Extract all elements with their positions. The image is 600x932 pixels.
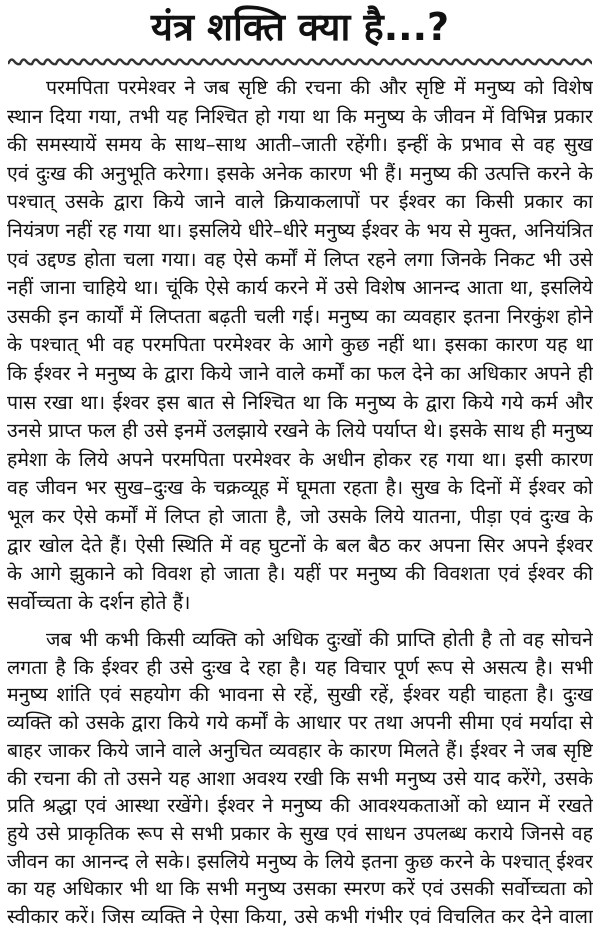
text-line: स्थान दिया गया, तभी यह निश्चित हो गया था कि मनुष्य के जीवन में विभिन्न प्रकार [7, 104, 593, 128]
text-line: व्यक्ति को उसके द्वारा किये गये कर्मों के आधार पर तथा अपनी सीमा एवं मर्यादा से [7, 711, 593, 735]
text-line: बाहर जाकर किये जाने वाले अनुचित व्यवहार के कारण मिलते हैं। ईश्वर ने जब सृष्टि [7, 738, 593, 762]
text-line: मनुष्य शांति एवं सहयोग की भावना से रहें, सुखी रहें, ईश्वर यही चाहता है। दुःख [7, 683, 593, 707]
text-line: द्वार खोल देते हैं। ऐसी स्थिति में वह घुटनों के बल बैठ कर अपना सिर अपने ईश्वर [7, 533, 593, 557]
text-line: वह जीवन भर सुख–दुःख के चक्रव्यूह में घूमता रहता है। सुख के दिनों में ईश्वर को [7, 476, 593, 500]
text-line: का यह अधिकार भी था कि सभी मनुष्य उसका स्मरण करें एवं उसकी सर्वोच्चता को [7, 877, 593, 901]
text-line: लगता है कि ईश्वर ही उसे दुःख दे रहा है। यह विचार पूर्ण रूप से असत्य है। सभी [7, 655, 593, 679]
text-line: पास रखा था। ईश्वर इस बात से निश्चित था कि मनुष्य के द्वारा किये गये कर्म और [7, 390, 593, 414]
text-line: उसकी इन कार्यों में लिप्तता बढ़ती चली गई। मनुष्य का व्यवहार इतना निरकुंश होने [7, 304, 593, 328]
text-line: जीवन का आनन्द ले सके। इसलिये मनुष्य के लिये इतना कुछ करने के पश्चात् ईश्वर [7, 849, 593, 873]
page-title: यंत्र शक्ति क्या है...? [150, 5, 450, 49]
text-line: एवं उद्दण्ड होता चला गया। वह ऐसे कर्मों में लिप्त रहने लगा जिनके निकट भी उसे [7, 247, 593, 271]
text-line: प्रति श्रद्धा एवं आस्था रखेंगे। ईश्वर ने मनुष्य की आवश्यकताओं को ध्यान में रखते [7, 794, 593, 818]
text-line: नियंत्रण नहीं रह गया था। इसलिये धीरे–धीरे मनुष्य ईश्वर के भय से मुक्त, अनियंत्रित [7, 219, 593, 242]
text-line: भूल कर ऐसे कर्मों में लिप्त हो जाता है, जो उसके लिये यातना, पीड़ा एवं दुःख के [7, 505, 593, 528]
text-line: हमेशा के लिये अपने परमपिता परमेश्वर के अधीन होकर रह गया था। इसी कारण [7, 447, 593, 471]
text-line: पश्चात् उसके द्वारा किये जाने वाले क्रियाकलापों पर ईश्वर का किसी प्रकार का [7, 190, 593, 214]
text-line: के पश्चात् भी वह परमपिता परमेश्वर के आगे कुछ नहीं था। इसका कारण यह था [7, 333, 593, 357]
text-line: हुये उसे प्राकृतिक रूप से सभी प्रकार के सुख एवं साधन उपलब्ध कराये जिनसे वह [7, 821, 593, 845]
text-line: उनसे प्राप्त फल ही उसे इनमें उलझाये रखने के लिये पर्याप्त थे। इसके साथ ही मनुष्य [7, 419, 593, 443]
text-line: नहीं जाना चाहिये था। चूंकि ऐसे कार्य करने में उसे विशेष आनन्द आता था, इसलिये [7, 276, 593, 300]
text-line: जब भी कभी किसी व्यक्ति को अधिक दुःखों की प्राप्ति होती है तो वह सोचने [46, 628, 593, 651]
text-line: एवं दुःख की अनुभूति करेगा। इसके अनेक कारण भी हैं। मनुष्य की उत्पत्ति करने के [7, 161, 593, 185]
text-line: सर्वोच्चता के दर्शन होते हैं। [7, 590, 191, 614]
wavy-divider [8, 54, 592, 70]
text-line: परमपिता परमेश्वर ने जब सृष्टि की रचना की और सृष्टि में मनुष्य को विशेष [46, 76, 593, 99]
text-line: स्वीकार करें। जिस व्यक्ति ने ऐसा किया, उसे कभी गंभीर एवं विचलित कर देने वाला [7, 905, 593, 928]
text-line: कि ईश्वर ने मनुष्य के द्वारा किये जाने वाले कर्मों का फल देने का अधिकार अपने ही [7, 362, 593, 385]
text-line: के आगे झुकाने को विवश हो जाता है। यहीं पर मनुष्य की विवशता एवं ईश्वर की [7, 562, 593, 586]
text-line: की रचना की तो उसने यह आशा अवश्य रखी कि सभी मनुष्य उसे याद करेंगे, उसके [7, 766, 593, 790]
text-line: की समस्यायें समय के साथ–साथ आती–जाती रहेंगी। इन्हीं के प्रभाव से वह सुख [7, 133, 593, 157]
